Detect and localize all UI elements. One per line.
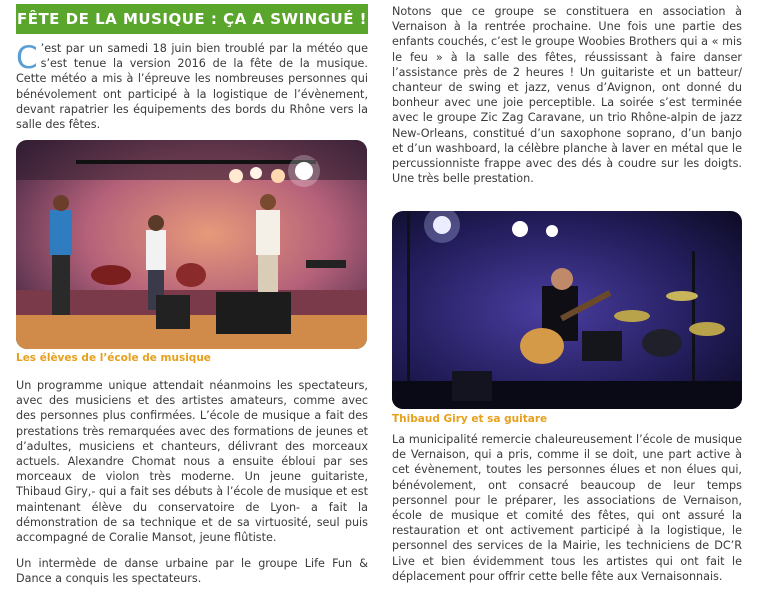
photo-caption-right: Thibaud Giry et sa guitare — [392, 413, 548, 425]
intro-paragraph — [16, 41, 368, 132]
thanks-paragraph: La municipalité remercie chaleureusement l’école de musique de Vernaison, qui a pris, comme il se doit, une part active à cet évènement, toutes les personnes élues et non élues qui, bénévolement, ont consacré beaucoup de leur temps personnel pour le préparer, les associations de Vernaison, école de musique et comité des fêtes, qui ont assuré la restauration et ont activement participé à la logistique, le personnel des services de la Mairie, les techniciens de DC’R Live et bien évidemment tous les artistes qui ont fait le déplacement pour offrir cette belle fête aux Vernaisonnais. — [392, 433, 742, 583]
article-title: FÊTE DE LA MUSIQUE : ÇA A SWINGUÉ ! — [16, 4, 368, 34]
students-concert-photo — [16, 140, 367, 349]
photo-caption-left: Les élèves de l’école de musique — [16, 352, 211, 364]
woobies-paragraph: Notons que ce groupe se constituera en association à Vernaison à la rentrée prochaine. Une fois une partie des enfants couchés, c’est le groupe Woobies Brothers qui a « mis le feu » à la salle des fêtes, réussissant à faire danser l’assistance près de 2 heures ! Un guitariste et un batteur/ chanteur de swing et jazz, venus d’Avignon, ont donné du bonheur avec une joie perceptible. La soirée s’est terminée avec le groupe Zic Zag Caravane, un trio Rhône-alpin de jazz New-Orleans, constitué d’un saxophone soprano, d’un banjo et d’un washboard, la célèbre planche à laver en métal que le percussionniste frappe avec des dés à coudre sur les doigts. Une très belle prestation. — [392, 5, 742, 186]
dance-paragraph: Un intermède de danse urbaine par le groupe Life Fun & Dance a conquis les spectateurs. — [16, 557, 368, 586]
program-paragraph: Un programme unique attendait néanmoins les spectateurs, avec des musiciens et des artistes amateurs, comme avec des personnes plus confirmées. L’école de musique a fait des prestations très remarquées avec des formations de jeunes et d’adultes, musiciens et chanteurs, délivrant des morceaux actuels. Alexandre Chomat nous a ensuite ébloui par ses morceaux de violon très moderne. Un jeune guitariste, Thibaud Giry,- qui a fait ses débuts à l’école de musique et est maintenant élève du conservatoire de Lyon- a fait la démonstration de sa technique et de sa virtuosité, seul puis accompagné de Coralie Mansot, jeune flûtiste. — [16, 379, 368, 545]
intro-text: ’est par un samedi 18 juin bien troublé par la météo que s’est tenue la version 2016 de la fête de la musique. Cette météo a mis à l’épreuve les nombreuses personnes qui bénévolement ont participé à la logistique de l’évènement, devant rapatrier les équipements des bords du Rhône vers la salle des fêtes. — [16, 42, 368, 132]
guitarist-photo — [392, 211, 742, 409]
drop-cap: C — [16, 40, 38, 76]
